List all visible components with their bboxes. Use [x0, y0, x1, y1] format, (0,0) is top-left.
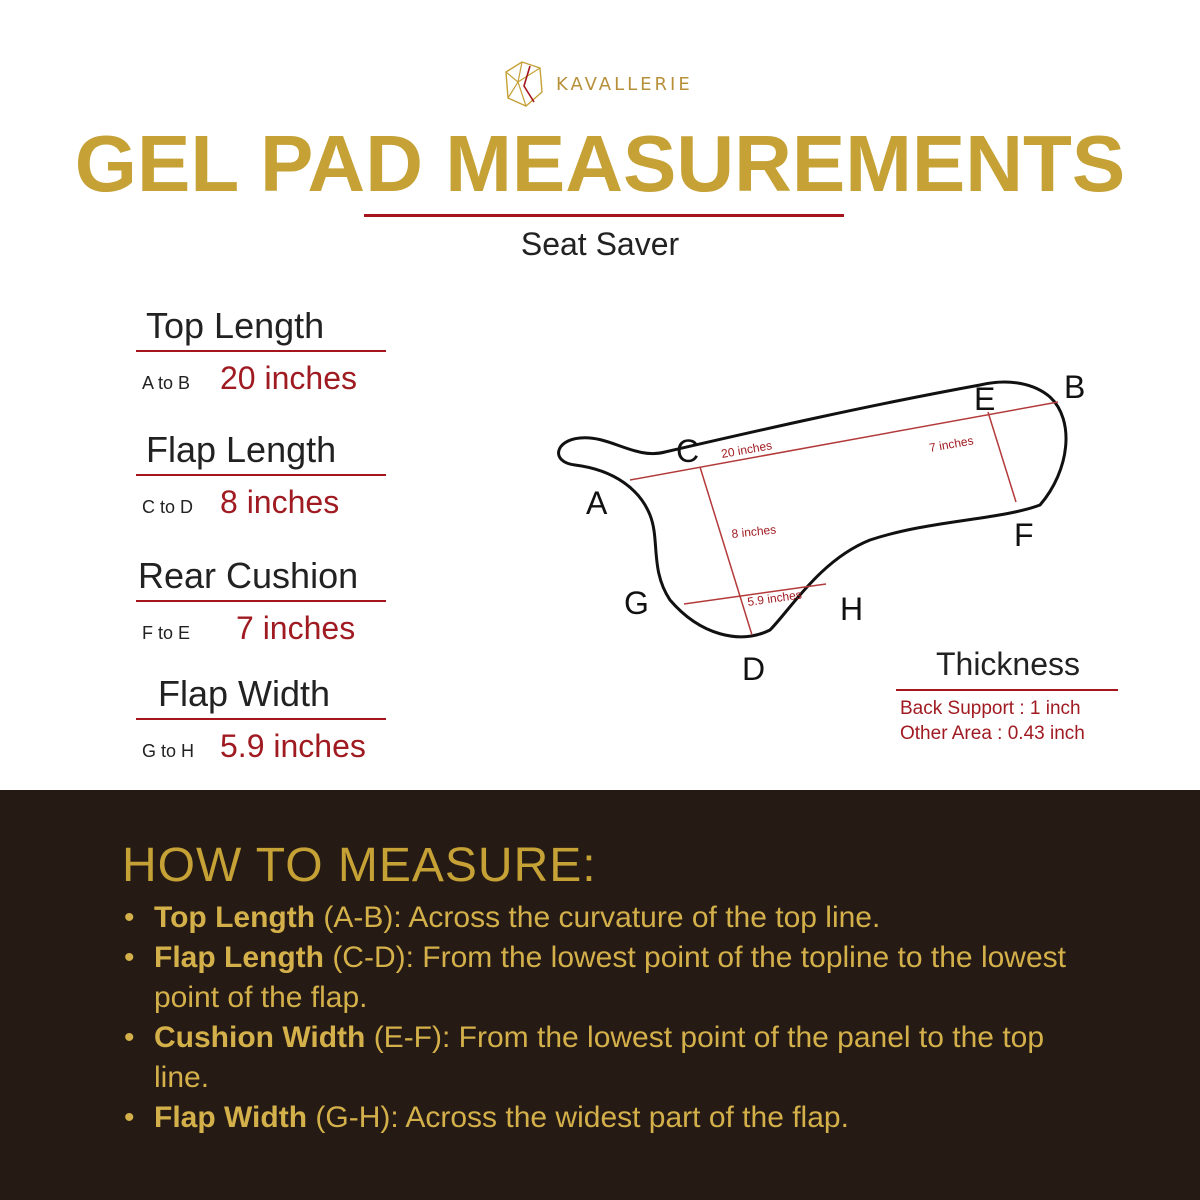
point-f-label: F — [1014, 517, 1034, 553]
spec-divider — [136, 474, 386, 476]
list-item — [122, 1018, 1082, 1098]
spec-value: 5.9 inches — [220, 728, 366, 764]
point-c-label: C — [676, 433, 700, 469]
brand-name: KAVALLERIE — [556, 74, 693, 95]
title-divider — [364, 214, 844, 217]
thickness-block — [896, 646, 1120, 746]
how-to-term: Flap Length — [154, 941, 324, 974]
list-item — [122, 938, 1082, 1018]
spec-value: 7 inches — [236, 610, 356, 646]
thickness-back-support: Back Support : 1 inch — [900, 698, 1081, 719]
how-to-title: HOW TO MEASURE: — [122, 839, 597, 892]
spec-label: Top Length — [146, 305, 325, 346]
point-e-label: E — [974, 381, 996, 417]
spec-rear-cushion — [136, 555, 386, 647]
point-a-label: A — [586, 485, 608, 521]
spec-label: Rear Cushion — [138, 555, 359, 596]
point-d-label: D — [742, 651, 766, 687]
spec-points: C to D — [142, 497, 194, 517]
how-to-text: (A-B): Across the curvature of the top line. — [315, 901, 881, 934]
kavallerie-logo-icon — [500, 58, 546, 110]
spec-divider — [136, 718, 386, 720]
list-item — [122, 898, 1082, 938]
point-g-label: G — [624, 585, 649, 621]
point-b-label: B — [1064, 369, 1086, 405]
page-title: GEL PAD MEASUREMENTS — [74, 119, 1126, 208]
spec-divider — [136, 600, 386, 602]
measure-rear-label: 7 inches — [928, 433, 975, 455]
how-to-term: Cushion Width — [154, 1021, 366, 1054]
spec-points: F to E — [142, 623, 191, 643]
spec-flap-length — [136, 429, 386, 521]
how-to-text: (G-H): Across the widest part of the flap. — [307, 1101, 849, 1134]
spec-points: G to H — [142, 741, 195, 761]
how-to-list — [122, 898, 1082, 1138]
spec-label: Flap Length — [146, 429, 337, 470]
how-to-term: Top Length — [154, 901, 316, 934]
thickness-title: Thickness — [935, 646, 1081, 682]
spec-value: 20 inches — [220, 360, 357, 396]
measure-top-label: 20 inches — [720, 438, 774, 461]
how-to-text: (E-F): From the lowest point of the panel to the top line. — [154, 1021, 1045, 1094]
list-item — [122, 1098, 1082, 1138]
spec-value: 8 inches — [220, 484, 340, 520]
how-to-term: Flap Width — [154, 1101, 308, 1134]
page-subtitle: Seat Saver — [520, 226, 680, 262]
spec-top-length — [136, 305, 386, 397]
how-to-text: (C-D): From the lowest point of the topline to the lowest point of the flap. — [154, 941, 1066, 1014]
spec-label: Flap Width — [158, 673, 331, 714]
thickness-divider — [896, 689, 1118, 691]
brand — [0, 58, 1200, 110]
measure-flap-width-label: 5.9 inches — [746, 587, 803, 609]
thickness-other-area: Other Area : 0.43 inch — [900, 722, 1085, 744]
measure-flap-length-label: 8 inches — [730, 522, 777, 541]
spec-points: A to B — [142, 373, 191, 393]
spec-divider — [136, 350, 386, 352]
spec-flap-width — [136, 673, 386, 765]
point-h-label: H — [840, 591, 864, 627]
